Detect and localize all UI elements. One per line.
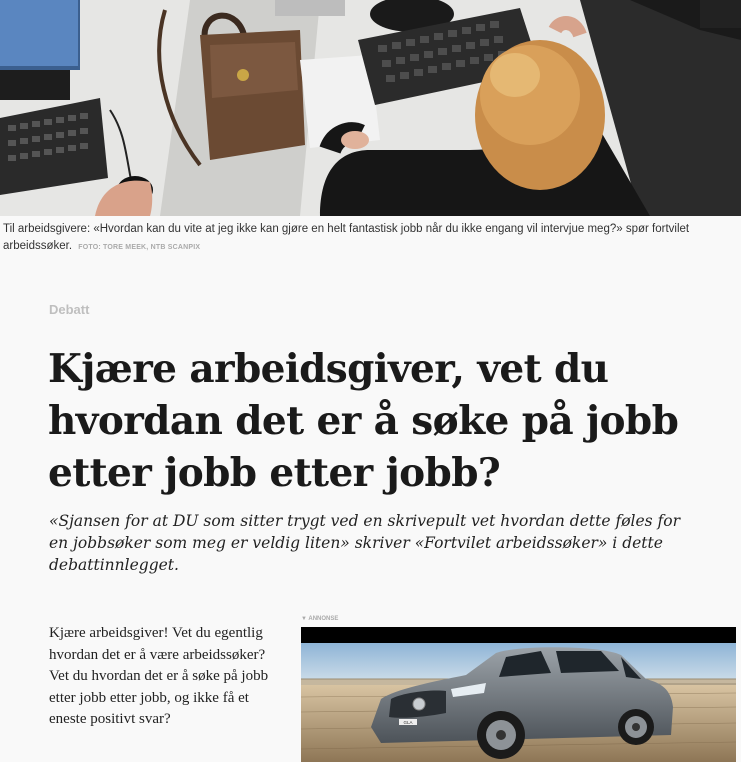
photo-caption	[3, 221, 733, 256]
section-label[interactable]: Debatt	[49, 302, 90, 317]
license-plate: GLA	[403, 720, 413, 725]
ad-label: ▼ ANNONSE	[301, 616, 339, 622]
caption-text: Til arbeidsgivere: «Hvordan kan du vite at jeg ikke kan gjøre en helt fantastisk jobb når du ikke engang vil intervjue meg?» spør fortvilet arbeidssøker.	[3, 223, 690, 252]
hero-photo	[0, 0, 741, 216]
article-lead: «Sjansen for at DU som sitter trygt ved en skrivepult vet hvordan dette føles for en jobbsøker som meg er veldig liten» skriver «Fortvilet arbeidssøker» i dette debattinnlegget.	[49, 512, 681, 574]
article-headline: Kjære arbeidsgiver, vet du hvordan det er å søke på jobb etter jobb etter jobb?	[48, 346, 679, 496]
photo-credit: FOTO: TORE MEEK, NTB SCANPIX	[78, 244, 201, 251]
article-body: Kjære arbeidsgiver! Vet du egentlig hvordan det er å være arbeidssøker? Vet du hvordan det er å søke på jobb etter jobb etter jobb, og ikke få et eneste positivt svar?	[49, 625, 269, 727]
advertisement[interactable]	[301, 627, 736, 762]
